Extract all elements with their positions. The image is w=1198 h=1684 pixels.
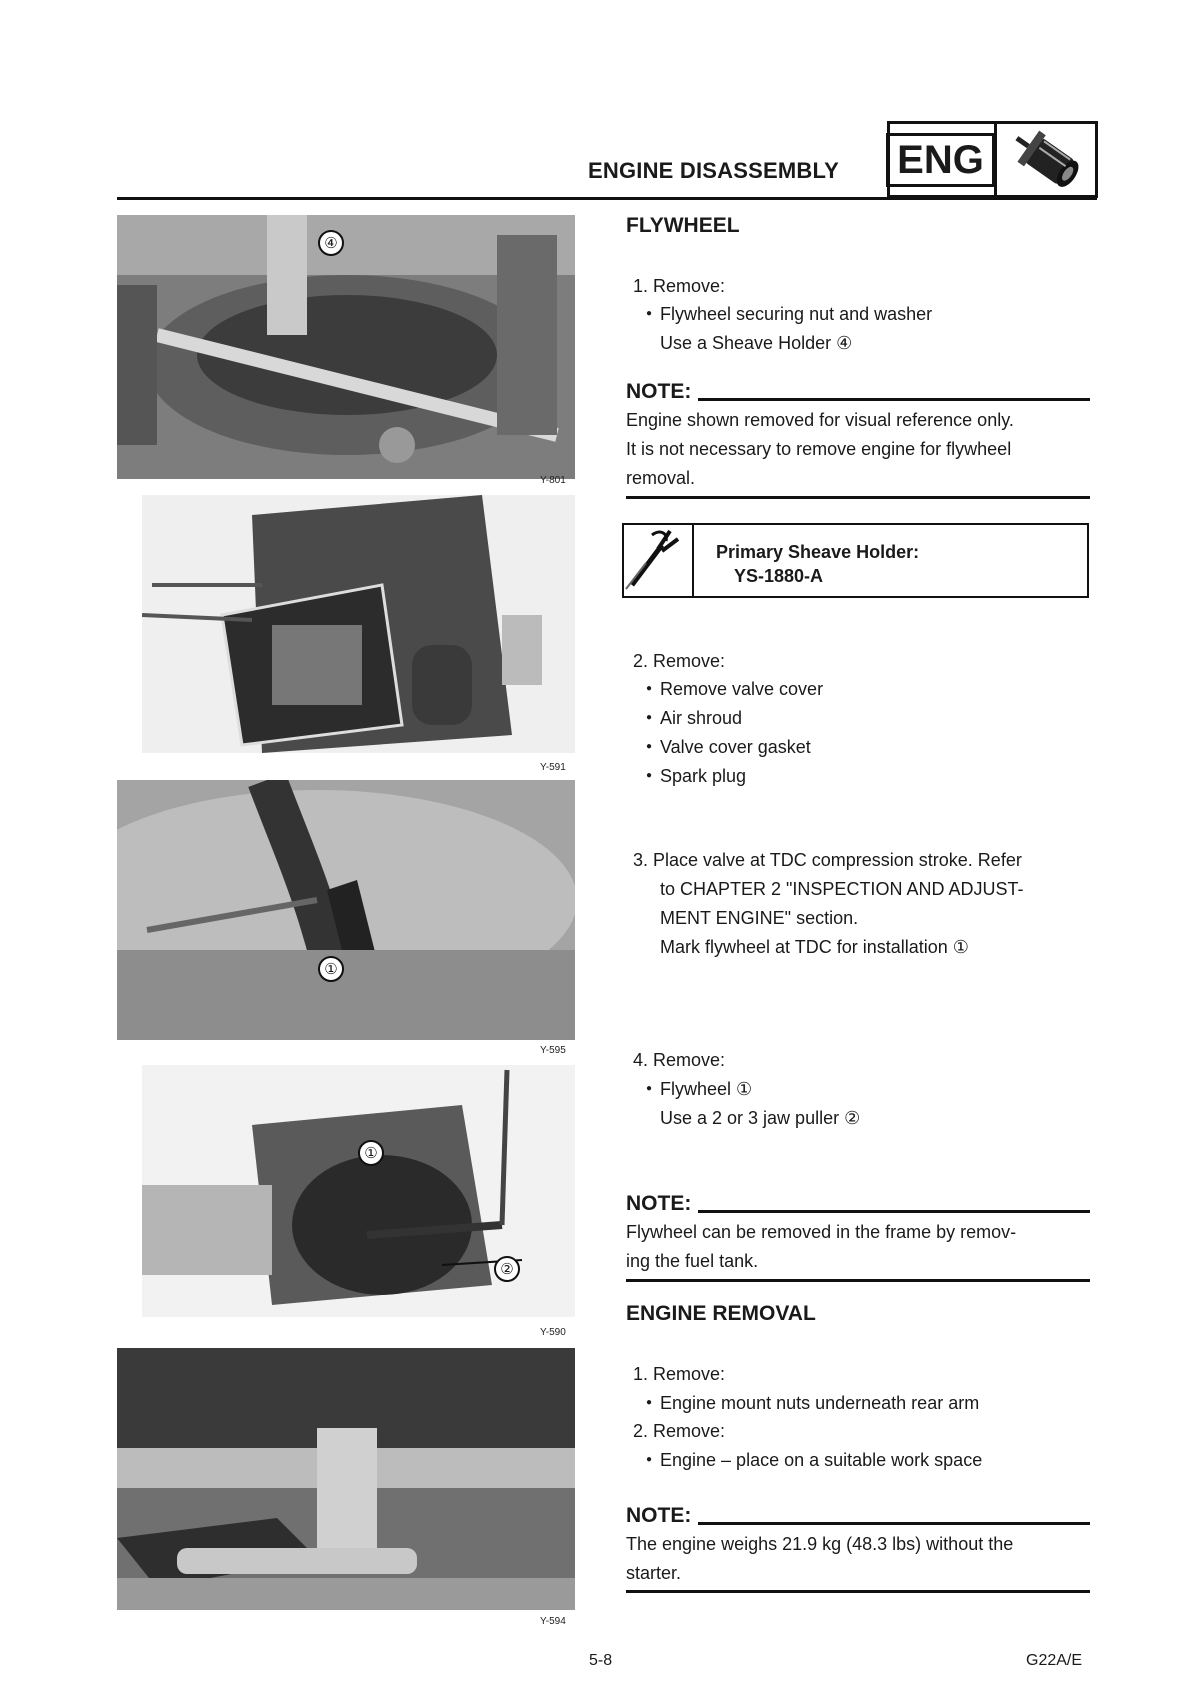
step-1-bullet: ● Flywheel securing nut and washer [660,300,932,328]
note-1-line: It is not necessary to remove engine for flywheel [626,439,1012,459]
step-2-bullet: ● Valve cover gasket [660,733,811,761]
step-3-line: Mark flywheel at TDC for installation ① [660,937,969,957]
photo-code: Y-595 [540,1045,566,1056]
note-1-line: Engine shown removed for visual reference only. [626,410,1014,430]
photo-code: Y-801 [540,475,566,486]
note-1-label: NOTE: [626,380,692,403]
section-title: ENGINE DISASSEMBLY [588,158,839,183]
removal-step-2-label: 2. Remove: [633,1421,726,1441]
photo-valve-cover [142,495,575,753]
note-3-line: The engine weighs 21.9 kg (48.3 lbs) without the [626,1534,1014,1554]
photo-engine-mount [117,1348,575,1610]
step-1-sub: Use a Sheave Holder ④ [660,333,853,353]
note-2-rule [698,1210,1090,1213]
photo-flywheel-holder [117,215,575,479]
removal-step-1-label: 1. Remove: [633,1364,726,1384]
note-2-body [626,1218,1090,1276]
step-2-bullet: ● Remove valve cover [660,675,823,703]
model-code: G22A/E [1026,1652,1083,1669]
note-1-end-rule [626,496,1090,499]
note-2-line: ing the fuel tank. [626,1251,759,1271]
note-1-body [626,406,1090,493]
callout-2: ② [494,1256,520,1282]
tool-part-number: YS-1880-A [734,566,824,586]
photo-valve-cover-graphic [142,495,575,753]
note-1-rule [698,398,1090,401]
callout-4: ④ [318,230,344,256]
note-3-body [626,1530,1090,1588]
note-3-rule [698,1522,1090,1525]
engine-piston-icon [1000,125,1095,195]
callout-1: ① [358,1140,384,1166]
tool-icon-cell [622,523,694,598]
step-3-line: to CHAPTER 2 "INSPECTION AND ADJUST- [660,879,1024,899]
tool-name: Primary Sheave Holder: [716,542,920,562]
eng-badge-label: ENG [886,133,995,187]
note-2-label: NOTE: [626,1192,692,1215]
step-4-label: 4. Remove: [633,1050,726,1070]
eng-badge-label-cell [887,121,997,198]
photo-code: Y-590 [540,1327,566,1338]
step-3-line: 3. Place valve at TDC compression stroke. Refer [633,850,1022,870]
photo-code: Y-591 [540,762,566,773]
step-1-label: 1. Remove: [633,276,726,296]
step-3-line: MENT ENGINE" section. [660,908,859,928]
note-3-end-rule [626,1590,1090,1593]
note-2-end-rule [626,1279,1090,1282]
photo-tdc-mark [117,780,575,1040]
step-2-bullet: ● Spark plug [660,762,746,790]
page-number: 5-8 [589,1652,613,1669]
photo-flywheel-holder-graphic [117,215,575,479]
note-3-line: starter. [626,1563,682,1583]
photo-engine-mount-graphic [117,1348,575,1610]
flywheel-heading: FLYWHEEL [626,214,740,237]
note-2-line: Flywheel can be removed in the frame by remov- [626,1222,1017,1242]
note-3-label: NOTE: [626,1504,692,1527]
step-2-bullet: ● Air shroud [660,704,742,732]
photo-code: Y-594 [540,1616,566,1627]
engine-removal-heading: ENGINE REMOVAL [626,1302,816,1325]
callout-1: ① [318,956,344,982]
note-1-line: removal. [626,468,696,488]
wrench-tool-icon [622,523,690,594]
removal-step-2-bullet: ● Engine – place on a suitable work space [660,1446,982,1474]
photo-tdc-mark-graphic [117,780,575,1040]
step-2-label: 2. Remove: [633,651,726,671]
step-4-sub: Use a 2 or 3 jaw puller ② [660,1108,861,1128]
removal-step-1-bullet: ● Engine mount nuts underneath rear arm [660,1389,979,1417]
step-4-bullet: ● Flywheel ① [660,1075,752,1103]
